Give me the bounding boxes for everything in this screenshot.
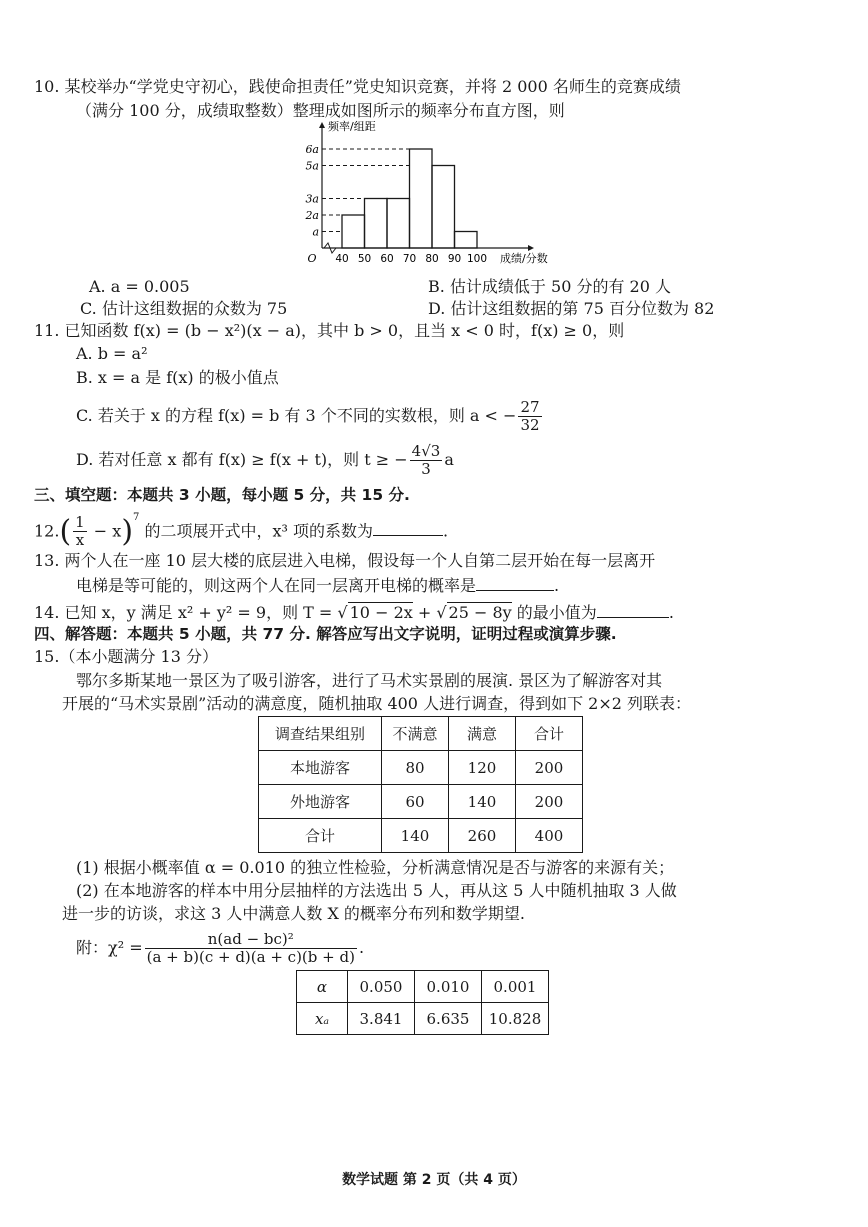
formula-denominator: (a + b)(c + d)(a + c)(b + d) — [146, 948, 355, 966]
x-tick-label: 50 — [357, 253, 372, 265]
histogram-chart — [296, 118, 556, 268]
q12-left-paren: ( — [59, 513, 72, 549]
table-row — [259, 819, 583, 853]
q10-option-a: A. a = 0.005 — [89, 277, 190, 296]
q15-paragraph-2: 开展的“马术实景剧”活动的满意度，随机抽取 400 人进行调查，得到如下 2×2 列联表： — [62, 694, 692, 713]
q14-answer-blank — [597, 601, 669, 618]
y-tick-label: 3a — [305, 192, 319, 206]
q11-option-a: A. b = a² — [76, 344, 148, 363]
q11-option-c-text: C. 若关于 x 的方程 f(x) = b 有 3 个不同的实数根，则 a < − — [76, 406, 517, 425]
q12-text: 的二项展开式中，x³ 项的系数为 — [144, 521, 374, 541]
table-cell: 合计 — [259, 819, 382, 853]
table-header-cell: 调查结果组别 — [259, 717, 382, 751]
histogram-bar — [410, 149, 433, 248]
critical-value-table — [296, 970, 549, 1035]
table-cell: 外地游客 — [259, 785, 382, 819]
histogram-bar — [387, 199, 410, 249]
q11-option-c — [76, 396, 544, 436]
q11-d-denominator: 3 — [421, 460, 431, 478]
x-tick-label: 90 — [447, 253, 462, 265]
table-cell: 0.050 — [348, 971, 415, 1003]
q10-option-b: B. 估计成绩低于 50 分的有 20 人 — [428, 277, 671, 296]
q12-exponent: 7 — [133, 512, 140, 523]
x-tick-label: 60 — [380, 253, 394, 265]
x-tick-label: 70 — [402, 253, 417, 265]
table-header-cell: 合计 — [516, 717, 583, 751]
contingency-table — [258, 716, 583, 853]
table-cell: 60 — [382, 785, 449, 819]
q13-line1: 13. 两个人在一座 10 层大楼的底层进入电梯，假设每一个人自第二层开始在每一层离开 — [34, 551, 656, 570]
x-tick-label: 40 — [335, 253, 349, 265]
formula-numerator: n(ad − bc)² — [145, 931, 357, 949]
section-three-heading: 三、填空题：本题共 3 小题，每小题 5 分，共 15 分. — [34, 486, 410, 504]
q10-option-d: D. 估计这组数据的第 75 百分位数为 82 — [428, 299, 715, 318]
q12 — [34, 508, 448, 551]
q14-text: 14. 已知 x，y 满足 x² + y² = 9，则 T = — [34, 603, 333, 622]
table-row — [259, 751, 583, 785]
q12-denominator: x — [75, 531, 85, 550]
q11-stem: 11. 已知函数 f(x) = (b − x²)(x − a)，其中 b > 0，且当 x < 0 时，f(x) ≥ 0，则 — [34, 321, 625, 340]
q12-period: . — [443, 521, 449, 541]
histogram-bar — [432, 166, 455, 249]
table-cell: 本地游客 — [259, 751, 382, 785]
q12-minus-x: − x — [88, 521, 122, 541]
formula-fraction — [145, 931, 357, 966]
y-tick-label: 6a — [305, 143, 319, 156]
q14: 14. 已知 x，y 满足 x² + y² = 9，则 T = √ 10 − 2x + √ 25 − 8y 的最小值为 . — [34, 603, 674, 622]
q13-answer-blank — [476, 574, 554, 591]
y-axis-arrow — [319, 122, 325, 128]
table-cell: 120 — [449, 751, 516, 785]
q15-sub-1: (1) 根据小概率值 α = 0.010 的独立性检验，分析满意情况是否与游客的来源有关； — [76, 858, 675, 877]
table-cell: 140 — [449, 785, 516, 819]
q11-d-fraction — [410, 443, 443, 478]
table-cell: 0.010 — [415, 971, 482, 1003]
q11-option-b: B. x = a 是 f(x) 的极小值点 — [76, 368, 279, 387]
origin-label: O — [307, 252, 317, 265]
table-cell: 6.635 — [415, 1003, 482, 1035]
q11-c-denominator: 32 — [520, 416, 540, 434]
q12-number: 12. — [34, 521, 60, 541]
table-row — [297, 971, 549, 1003]
q14-period: . — [668, 603, 674, 622]
y-tick-label: a — [312, 225, 319, 239]
table-cell: 200 — [516, 751, 583, 785]
table-cell: 260 — [449, 819, 516, 853]
table-cell: 80 — [382, 751, 449, 785]
q12-answer-blank — [373, 519, 443, 536]
x-tick-label: 100 — [466, 253, 488, 265]
table-cell: xₐ — [297, 1003, 348, 1035]
y-tick-label: 5a — [305, 159, 319, 173]
y-axis-label: 频率/组距 — [328, 120, 376, 133]
q15-heading: 15.（本小题满分 13 分） — [34, 647, 218, 666]
table-cell: 0.001 — [482, 971, 549, 1003]
histogram-bar — [342, 215, 365, 248]
q15-sub-2-line2: 进一步的访谈，求这 3 人中满意人数 X 的概率分布列和数学期望. — [62, 904, 526, 923]
q14-text-post: 的最小值为 — [516, 603, 597, 622]
q15-sub-2-line1: (2) 在本地游客的样本中用分层抽样的方法选出 5 人，再从这 5 人中随机抽取 3 人做 — [76, 881, 677, 900]
x-axis-arrow — [528, 245, 534, 251]
q12-numerator: 1 — [75, 513, 85, 532]
table-header-cell: 满意 — [449, 717, 516, 751]
x-axis-label: 成绩/分数 — [500, 252, 548, 265]
page-footer: 数学试题 第 2 页（共 4 页） — [342, 1172, 526, 1188]
table-cell: 3.841 — [348, 1003, 415, 1035]
q12-right-paren: ) — [121, 513, 134, 549]
q14-radical-1: 10 − 2x — [349, 603, 413, 622]
table-cell: 140 — [382, 819, 449, 853]
histogram-bar — [365, 199, 388, 249]
table-cell: 10.828 — [482, 1003, 549, 1035]
table-cell: 200 — [516, 785, 583, 819]
q10-line1: 10. 某校举办“学党史守初心，践使命担责任”党史知识竞赛，并将 2 000 名师生的竞赛成绩 — [34, 77, 681, 96]
table-row — [259, 717, 583, 751]
q13-line2-text: 电梯是等可能的，则这两个人在同一层离开电梯的概率是 — [76, 576, 477, 595]
table-row — [259, 785, 583, 819]
q10-option-c: C. 估计这组数据的众数为 75 — [80, 299, 288, 318]
q12-fraction — [73, 514, 87, 549]
formula-prefix: 附：χ² = — [76, 938, 143, 957]
formula-period: . — [358, 938, 365, 957]
q11-d-suffix: a — [444, 450, 454, 469]
q13-period: . — [554, 576, 560, 595]
q11-option-d-text: D. 若对任意 x 都有 f(x) ≥ f(x + t)，则 t ≥ − — [76, 450, 408, 469]
histogram-bar — [455, 232, 478, 249]
q11-d-numerator: 4√3 — [411, 442, 441, 460]
q10-line2: （满分 100 分，成绩取整数）整理成如图所示的频率分布直方图，则 — [76, 101, 565, 120]
q11-c-fraction — [518, 399, 541, 434]
q14-radical-2: 25 − 8y — [448, 603, 512, 622]
table-row — [297, 1003, 549, 1035]
table-header-cell: 不满意 — [382, 717, 449, 751]
table-cell: α — [297, 971, 348, 1003]
q11-option-d — [76, 440, 454, 480]
section-four-heading: 四、解答题：本题共 5 小题，共 77 分. 解答应写出文字说明，证明过程或演算步骤. — [34, 625, 617, 643]
x-tick-label: 80 — [425, 253, 439, 265]
q15-formula — [76, 926, 364, 970]
q13-line2 — [76, 574, 559, 597]
q15-paragraph-1: 鄂尔多斯某地一景区为了吸引游客，进行了马术实景剧的展演. 景区为了解游客对其 — [76, 671, 663, 690]
table-cell: 400 — [516, 819, 583, 853]
q11-c-numerator: 27 — [520, 398, 540, 416]
y-tick-label: 2a — [305, 209, 319, 222]
